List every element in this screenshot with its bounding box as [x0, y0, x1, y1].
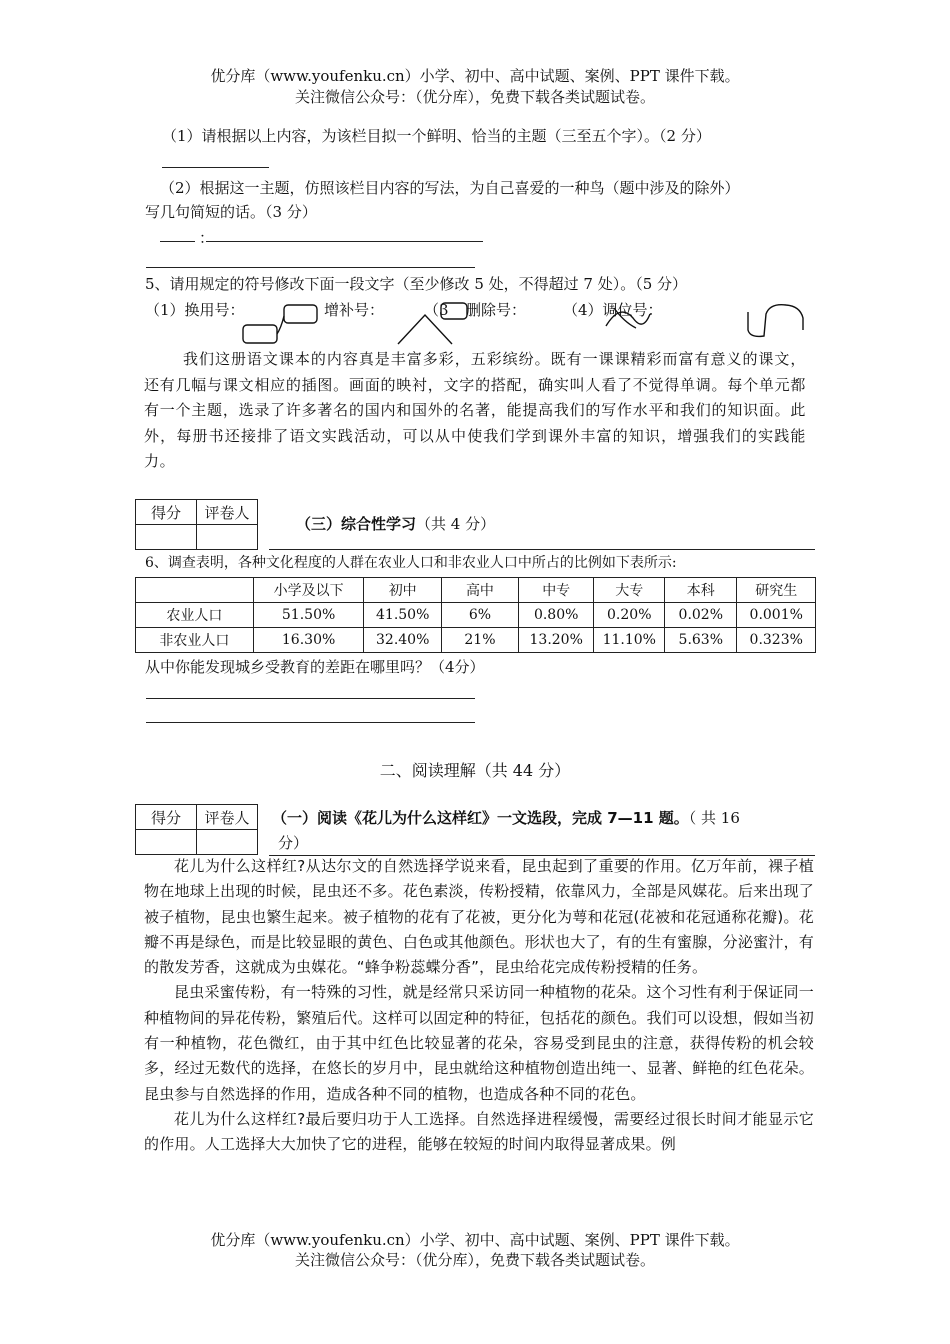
q6-intro: 6、调查表明，各种文化程度的人群在农业人口和非农业人口中所占的比例如下表所示:	[145, 555, 677, 571]
score-box-section3	[135, 499, 258, 550]
q5-symbol-delete-number: （3	[424, 301, 449, 319]
replace-symbol-lower-box	[243, 325, 277, 343]
page-footer-line1: 优分库（www.youfenku.cn）小学、初中、高中试题、案例、PPT 课件下载。	[210, 1231, 740, 1249]
row-label: 农业人口	[136, 603, 254, 628]
reading1-paragraph-1: 花儿为什么这样红?从达尔文的自然选择学说来看，昆虫起到了重要的作用。亿万年前，裸子植物在地球上出现的时候，昆虫还不多。花色素淡，传粉授精，依靠风力，全部是风媒花。后来出现了被子植物，昆虫也繁生起来。被子植物的花有了花被，更分化为萼和花冠(花被和花冠通称花瓣)。花瓣不再是绿色，而是比较显眼的黄色、白色或其他颜色。形状也大了，有的生有蜜腺，分泌蜜汁，有的散发芳香，这就成为虫媒花。“蜂争粉蕊蝶分香”，昆虫给花完成传粉授精的任务。	[144, 857, 814, 977]
section3-title: （三）综合性学习	[296, 515, 417, 533]
q4-answer-line-2	[206, 241, 483, 242]
score-label: 得分	[136, 500, 197, 525]
q4-sub2-line1: （2）根据这一主题，仿照该栏目内容的写法，为自己喜爱的一种鸟（题中涉及的除外）	[160, 179, 740, 197]
q4-sub2-line2: 写几句简短的话。（3 分）	[145, 203, 317, 221]
replace-symbol-upper-box	[284, 305, 317, 323]
reading1-points-cont: 分）	[278, 834, 309, 852]
score-cell	[136, 525, 197, 550]
table-cell: 11.10%	[594, 628, 665, 653]
table-cell: 0.80%	[518, 603, 594, 628]
proofreading-symbols	[240, 298, 840, 348]
table-header-cell: 研究生	[737, 578, 816, 603]
table-cell: 0.323%	[737, 628, 816, 653]
reading1-passage	[144, 854, 814, 1158]
q5-passage: 我们这册语文课本的内容真是丰富多彩，五彩缤纷。既有一课课精彩而富有意义的课文，还有几幅与课文相应的插图。画面的映衬，文字的搭配，确实叫人看了不觉得单调。每个单元都有一个主题，选录了许多著名的国内和国外的名著，能提高我们的写作水平和我们的知识面。此外，每册书还接排了语文实践活动，可以从中使我们学到课外丰富的知识，增强我们的实践能力。	[144, 350, 806, 471]
table-header-cell: 中专	[518, 578, 594, 603]
score-cell	[136, 830, 197, 855]
reading1-paragraph-3: 花儿为什么这样红?最后要归功于人工选择。自然选择进程缓慢，需要经过很长时间才能显示它的作用。人工选择大大加快了它的进程，能够在较短的时间内取得显著成果。例	[144, 1109, 814, 1154]
section3-rule	[269, 549, 815, 550]
table-cell: 13.20%	[518, 628, 594, 653]
score-box-reading1	[135, 804, 258, 855]
table-cell: 41.50%	[364, 603, 441, 628]
table-header-cell: 小学及以下	[253, 578, 364, 603]
table-cell: 21%	[441, 628, 518, 653]
q6-answer-line-2	[146, 722, 475, 723]
table-cell: 5.63%	[665, 628, 737, 653]
table-cell: 16.30%	[253, 628, 364, 653]
table-header-cell: 大专	[594, 578, 665, 603]
reading1-title: （一）阅读《花儿为什么这样红》一文选段，完成 7—11 题。	[272, 809, 689, 827]
q5-symbol-swap: （4）调位号：	[563, 301, 663, 319]
education-ratio-table	[135, 577, 816, 653]
q6-question: 从中你能发现城乡受教育的差距在哪里吗？（4分）	[145, 658, 485, 676]
q4-colon: ：	[199, 229, 215, 247]
reading1-paragraph-2: 昆虫采蜜传粉，有一特殊的习性，就是经常只采访同一种植物的花朵。这个习性有利于保证同一种植物间的异花传粉，繁殖后代。这样可以固定种的特征，包括花的颜色。我们可以设想，假如当初有一种植物，花色微红，由于其中红色比较显著的花朵，容易受到昆虫的注意，获得传粉的机会较多，经过无数代的选择，在悠长的岁月中，昆虫就给这种植物创造出纯一、显著、鲜艳的红色花朵。昆虫参与自然选择的作用，造成各种不同的植物，也造成各种不同的花色。	[144, 983, 814, 1103]
page-header-line2: 关注微信公众号：（优分库），免费下载各类试题试卷。	[294, 88, 655, 106]
table-row	[136, 628, 816, 653]
q5-symbol-delete: 删除号：	[466, 301, 527, 319]
section3-heading	[296, 512, 495, 536]
grader-cell	[197, 830, 258, 855]
part2-title: 二、阅读理解（共 44 分）	[379, 761, 571, 780]
table-header-row	[136, 578, 816, 603]
row-label: 非农业人口	[136, 628, 254, 653]
replace-symbol-connector	[277, 316, 284, 334]
table-cell: 32.40%	[364, 628, 441, 653]
grader-cell	[197, 525, 258, 550]
q5-title: 5、请用规定的符号修改下面一段文字（至少修改 5 处，不得超过 7 处）。（5 分）	[145, 275, 688, 293]
table-row	[136, 603, 816, 628]
table-cell: 6%	[441, 603, 518, 628]
q5-symbol-replace: （1）换用号：	[145, 301, 245, 319]
q4-bird-name-line	[160, 241, 195, 242]
table-cell: 0.02%	[665, 603, 737, 628]
grader-label: 评卷人	[197, 500, 258, 525]
swap-position-icon	[748, 305, 803, 337]
table-cell: 0.001%	[737, 603, 816, 628]
swap-symbol-squiggle	[606, 312, 650, 326]
table-cell: 0.20%	[594, 603, 665, 628]
q4-answer-line-1	[162, 167, 269, 168]
grader-label: 评卷人	[197, 805, 258, 830]
q5-symbol-insert: 增补号：	[324, 301, 385, 319]
table-header-cell: 初中	[364, 578, 441, 603]
table-header-cell	[136, 578, 254, 603]
q6-answer-line-1	[146, 698, 475, 699]
table-header-cell: 高中	[441, 578, 518, 603]
table-header-cell: 本科	[665, 578, 737, 603]
section3-points: （共 4 分）	[416, 515, 496, 533]
delete-symbol-box	[441, 303, 467, 319]
q4-sub1: （1）请根据以上内容，为该栏目拟一个鲜明、恰当的主题（三至五个字）。（2 分）	[162, 127, 711, 145]
q4-answer-line-3	[146, 267, 475, 268]
reading1-points: （ 共 16	[688, 809, 740, 827]
page-header-line1: 优分库（www.youfenku.cn）小学、初中、高中试题、案例、PPT 课件下载。	[210, 67, 740, 85]
table-cell: 51.50%	[253, 603, 364, 628]
page-footer-line2: 关注微信公众号：（优分库），免费下载各类试题试卷。	[294, 1251, 655, 1269]
score-label: 得分	[136, 805, 197, 830]
reading1-heading	[272, 806, 740, 830]
